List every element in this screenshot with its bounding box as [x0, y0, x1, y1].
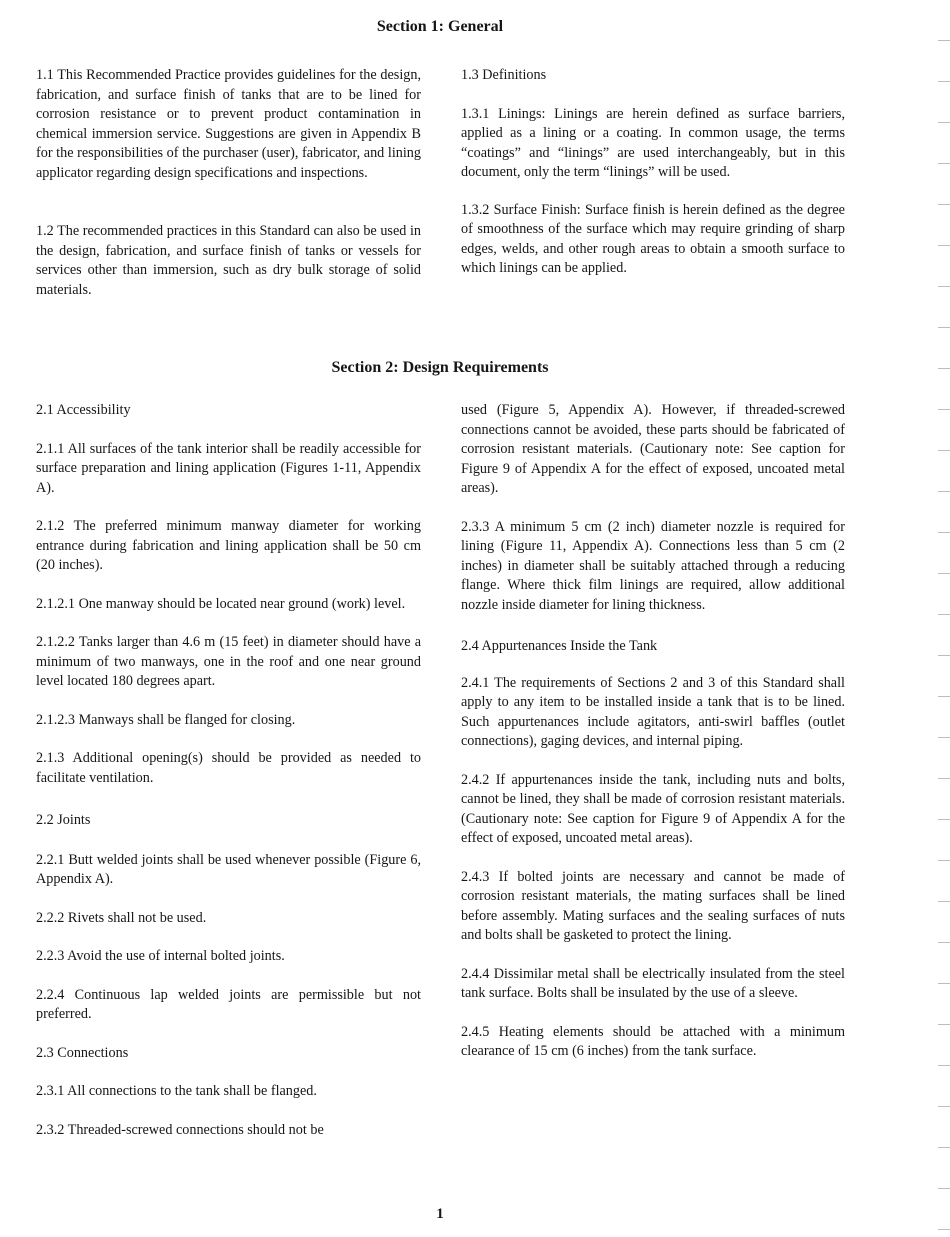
margin-tick [938, 573, 950, 574]
paragraph-2-3-3: 2.3.3 A minimum 5 cm (2 inch) diameter nozzle is required for lining (Figure 11, Appendix A). Connections less than 5 cm (2 inches) in diameter shall be suitably attached through a reducing flange. Where thick film linings are required, allow additional nozzle inside diameter for lining thickness. [461, 518, 845, 613]
paragraph-2-4-1: 2.4.1 The requirements of Sections 2 and 3 of this Standard shall apply to any item to be installed inside a tank that is to be lined. Such appurtenances include agitators, anti-swirl baffles (outlet connections), gaging devices, and internal piping. [461, 674, 845, 749]
paragraph-2-3-2-start: 2.3.2 Threaded-screwed connections should not be [36, 1121, 324, 1138]
paragraph-2-2-4: 2.2.4 Continuous lap welded joints are permissible but not preferred. [36, 986, 421, 1022]
margin-tick [938, 1024, 950, 1025]
section-1-heading: Section 1: General [376, 18, 504, 35]
margin-tick [938, 491, 950, 492]
margin-tick [938, 122, 950, 123]
margin-tick [938, 901, 950, 902]
heading-2-4: 2.4 Appurtenances Inside the Tank [461, 638, 658, 654]
paragraph-1-3-1: 1.3.1 Linings: Linings are herein defined as surface barriers, applied as a lining or a coating. In common usage, the terms “coatings” and “linings” are used interchangeably, but in this document, only the term “linings” will be used. [461, 105, 845, 180]
margin-tick [938, 737, 950, 738]
heading-1-3: 1.3 Definitions [461, 67, 547, 83]
paragraph-2-1-1: 2.1.1 All surfaces of the tank interior shall be readily accessible for surface preparation and lining application (Figures 1-11, Appendix A). [36, 440, 421, 496]
margin-tick [938, 983, 950, 984]
paragraph-2-1-2-3: 2.1.2.3 Manways shall be flanged for closing. [36, 711, 296, 728]
paragraph-1-2: 1.2 The recommended practices in this Standard can also be used in the design, fabrication, and surface finish of tanks or vessels for services other than immersion, such as dry bulk storage of solid materials. [36, 223, 421, 298]
section-1-right-column [461, 66, 845, 279]
paragraph-2-2-1: 2.2.1 Butt welded joints shall be used whenever possible (Figure 6, Appendix A). [36, 851, 421, 887]
paragraph-2-1-2-2: 2.1.2.2 Tanks larger than 4.6 m (15 feet) in diameter should have a minimum of two manways, one in the roof and one near ground level located 180 degrees apart. [36, 634, 421, 689]
paragraph-2-1-3: 2.1.3 Additional opening(s) should be provided as needed to facilitate ventilation. [36, 750, 421, 786]
section-2-left-column [36, 401, 421, 1140]
paragraph-1-3-2: 1.3.2 Surface Finish: Surface finish is herein defined as the degree of smoothness of the surface which may require grinding of sharp edges, welds, and other rough areas to obtain a smooth surface to which linings can be applied. [461, 201, 845, 276]
section-2-heading: Section 2: Design Requirements [331, 359, 549, 376]
margin-tick [938, 1188, 950, 1189]
paragraph-2-4-2: 2.4.2 If appurtenances inside the tank, including nuts and bolts, cannot be lined, they shall be made of corrosion resistant materials. (Cautionary note: See caption for Figure 9 of Appendix A for the effect of exposed, uncoated metal areas). [461, 771, 845, 846]
margin-tick [938, 163, 950, 164]
section-1-left-column [36, 66, 421, 300]
paragraph-2-2-2: 2.2.2 Rivets shall not be used. [36, 909, 207, 926]
margin-tick [938, 81, 950, 82]
margin-tick [938, 1229, 950, 1230]
paragraph-2-3-2-continued: used (Figure 5, Appendix A). However, if threaded-screwed connections cannot be avoided, these parts should be fabricated of corrosion resistant materials. (Cautionary note: See caption for Figure 9 of Appendix A for the effect of exposed, uncoated metal areas). [461, 402, 845, 496]
margin-tick [938, 1147, 950, 1148]
paragraph-2-4-5: 2.4.5 Heating elements should be attached with a minimum clearance of 15 cm (6 inches) from the tank surface. [461, 1023, 845, 1059]
heading-2-3: 2.3 Connections [36, 1044, 129, 1061]
margin-tick [938, 368, 950, 369]
margin-tick [938, 532, 950, 533]
page-number: 1 [436, 1206, 444, 1222]
paragraph-1-1: 1.1 This Recommended Practice provides guidelines for the design, fabrication, and surface finish of tanks that are to be lined for corrosion resistance or to prevent product contamination in chemical immersion service. Suggestions are given in Appendix B for the responsibilities of the purchaser (user), fabricator, and lining applicator regarding design specifications and inspections. [36, 67, 421, 181]
margin-tick [938, 204, 950, 205]
paragraph-2-1-2-1: 2.1.2.1 One manway should be located near ground (work) level. [36, 595, 406, 612]
margin-tick-marks [936, 0, 950, 1237]
margin-tick [938, 286, 950, 287]
paragraph-2-2-3: 2.2.3 Avoid the use of internal bolted joints. [36, 948, 285, 964]
margin-tick [938, 450, 950, 451]
heading-2-1: 2.1 Accessibility [36, 402, 131, 418]
margin-tick [938, 1106, 950, 1107]
margin-tick [938, 245, 950, 246]
paragraph-2-1-2: 2.1.2 The preferred minimum manway diameter for working entrance during fabrication and lining application shall be 50 cm (20 inches). [36, 518, 421, 573]
paragraph-2-3-1: 2.3.1 All connections to the tank shall be flanged. [36, 1083, 317, 1099]
margin-tick [938, 778, 950, 779]
margin-tick [938, 819, 950, 820]
paragraph-2-4-3: 2.4.3 If bolted joints are necessary and cannot be made of corrosion resistant materials, the mating surfaces shall be lined before assembly. Mating surfaces and the sealing surfaces of nuts and bolts shall be gasketed to protect the lining. [461, 868, 845, 943]
margin-tick [938, 40, 950, 41]
margin-tick [938, 327, 950, 328]
margin-tick [938, 614, 950, 615]
margin-tick [938, 942, 950, 943]
heading-2-2: 2.2 Joints [36, 812, 91, 828]
margin-tick [938, 1065, 950, 1066]
margin-tick [938, 860, 950, 861]
margin-tick [938, 409, 950, 410]
paragraph-2-4-4: 2.4.4 Dissimilar metal shall be electrically insulated from the steel tank surface. Bolts shall be insulated by the use of a sleeve. [461, 965, 845, 1001]
section-2-right-column [461, 401, 845, 1062]
margin-tick [938, 655, 950, 656]
margin-tick [938, 696, 950, 697]
